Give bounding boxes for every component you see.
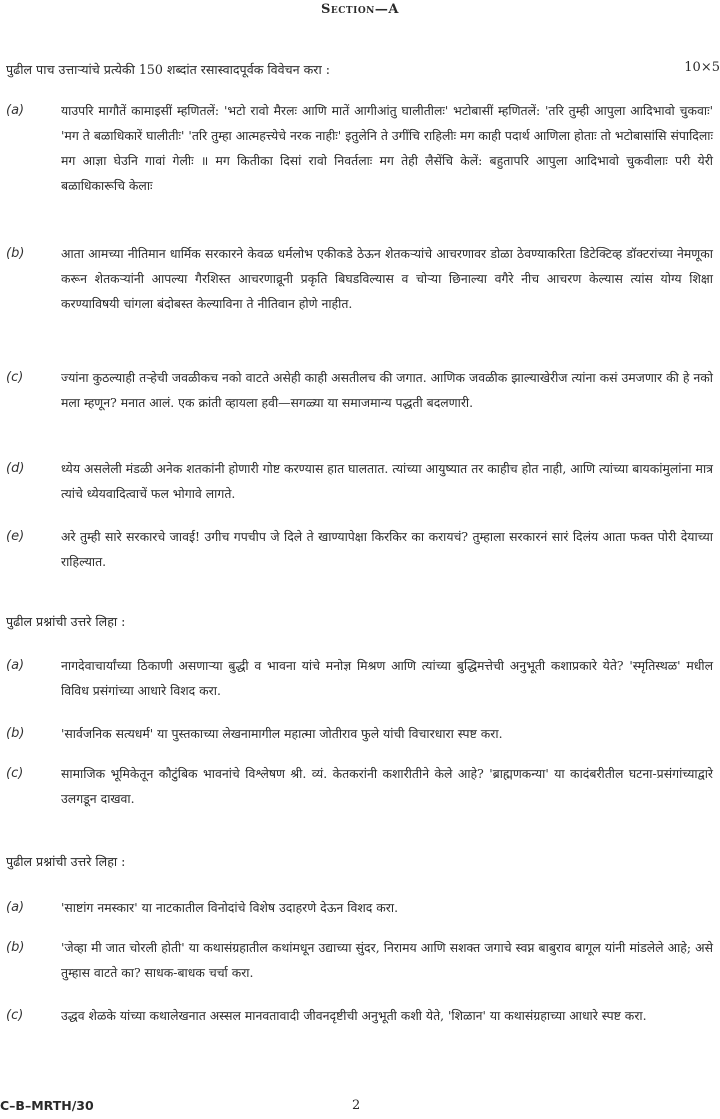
item-text: आता आमच्या नीतिमान धार्मिक सरकारने केवळ धर्मलोभ एकीकडे ठेऊन शेतकऱ्यांचे आचरणावर डोळा ठेवण्याकरिता डिटेक्टिव्ह डॉक्टरांच्या नेमणूका करून शेतकऱ्यांनी आपल्या गैरशिस्त आचरणाव्रूनी प्रकृति बिघडविल्यास व चोऱ्या छिनाल्या वगैरे नीच आचरण केल्यास त्यांस योग्य शिक्षा करण्याविषयी चांगला बंदोबस्त केल्याविना ते नीतिवान होणे नाहीत.: [61, 246, 713, 311]
item-label: (b): [6, 940, 25, 955]
item-text: नागदेवाचार्यांच्या ठिकाणी असणाऱ्या बुद्धी व भावना यांचे मनोज्ञ मिश्रण आणि त्यांच्या बुद्धिमत्तेची अनुभूती कशाप्रकारे येते? 'स्मृतिस्थळ' मधील विविध प्रसंगांच्या आधारे विशद करा.: [61, 658, 713, 698]
item-label: (a): [6, 900, 25, 915]
item-label: (c): [6, 370, 24, 385]
item-label: (c): [6, 766, 24, 781]
item-text: 'सार्वजनिक सत्यधर्म' या पुस्तकाच्या लेखनामागील महात्मा जोतीराव फुले यांची विचारधारा स्पष्ट करा.: [61, 726, 503, 741]
item-text: अरे तुम्ही सारे सरकारचे जावई! उगीच गपचीप जे दिले ते खाण्यापेक्षा किरकिर का करायचं? तुम्हाला सरकारनं सारं दिलंय आता फक्त पोरी देयाच्या राहिल्यात.: [61, 529, 713, 569]
q1-instruction: पुढील पाच उत्ताऱ्यांचे प्रत्येकी 150 शब्दांत रसास्वादपूर्वक विवेचन करा :: [6, 62, 330, 77]
item-text: सामाजिक भूमिकेतून कौटुंबिक भावनांचे विश्लेषण श्री. व्यं. केतकरांनी कशारीतीने केले आहे? 'ब्राह्मणकन्या' या कादंबरीतील घटना-प्रसंगांच्याद्वारे उलगडून दाखवा.: [61, 766, 713, 806]
item-text: ज्यांना कुठल्याही तऱ्हेची जवळीकच नको वाटते असेही काही असतीलच की जगात. आणिक जवळीक झाल्याखेरीज त्यांना कसं उमजणार की हे नको मला म्हणून? मनात आलं. एक क्रांती व्हायला हवी—सगळ्या या समाजमान्य पद्धती बदलणारी.: [61, 370, 713, 410]
item-text: याउपरि मागौतें कामाइसीं म्हणितलें: 'भटो रावो मैरलः आणि मातें आगीआंतु घालीतीलः' भटोबासीं म्हणितलें: 'तरि तुम्ही आपुला आदिभावो चुकवाः' 'मग ते बळाधिकारें घालीतीः' 'तरि तुम्हा आत्महत्त्येचे नरक नाहीः' इतुलेनि ते उगींचि राहिलीः मग काही पदार्थ आणिला होताः तो भटोबासांसि संपादिलाः मग आज्ञा घेउनि गावां गेलीः ॥ मग कितीका दिसां रावो निवर्तलाः मग तेही लैसेंचि केलें: बहुतापरि आपुला आदिभावो चुकवीलाः परी येरी बळाधिकारूचि केलाः: [61, 103, 713, 193]
page-number: 2: [352, 1098, 361, 1113]
item-label: (e): [6, 529, 25, 544]
item-label: (d): [6, 461, 25, 476]
q3-instruction: पुढील प्रश्नांची उत्तरे लिहा :: [6, 854, 126, 869]
item-text: 'साष्टांग नमस्कार' या नाटकातील विनोदांचे विशेष उदाहरणे देऊन विशद करा.: [61, 900, 399, 915]
item-label: (b): [6, 726, 25, 741]
item-label: (a): [6, 658, 25, 673]
paper-code: C–B–MRTH/30: [0, 1098, 94, 1113]
section-title: Section—A: [321, 2, 399, 17]
item-text: ध्येय असलेली मंडळी अनेक शतकांनी होणारी गोष्ट करण्यास हात घालतात. त्यांच्या आयुष्यात तर काहीच होत नाही, आणि त्यांच्या बायकांमुलांना मात्र त्यांचे ध्येयवादित्वाचें फल भोगावे लागते.: [61, 461, 713, 501]
q1-marks: 10×5: [684, 60, 720, 75]
item-label: (a): [6, 103, 25, 118]
item-label: (b): [6, 246, 25, 261]
item-text: 'जेव्हा मी जात चोरली होती' या कथासंग्रहातील कथांमधून उद्याच्या सुंदर, निरामय आणि सशक्त जगाचे स्वप्न बाबुराव बागूल यांनी मांडलेले आहे; असे तुम्हास वाटते का? साधक-बाधक चर्चा करा.: [61, 940, 713, 980]
item-label: (c): [6, 1008, 24, 1023]
item-text: उद्धव शेळके यांच्या कथालेखनात अस्सल मानवतावादी जीवनदृष्टीची अनुभूती कशी येते, 'शिळान' या कथासंग्रहाच्या आधारे स्पष्ट करा.: [61, 1008, 647, 1023]
q2-instruction: पुढील प्रश्नांची उत्तरे लिहा :: [6, 614, 126, 629]
